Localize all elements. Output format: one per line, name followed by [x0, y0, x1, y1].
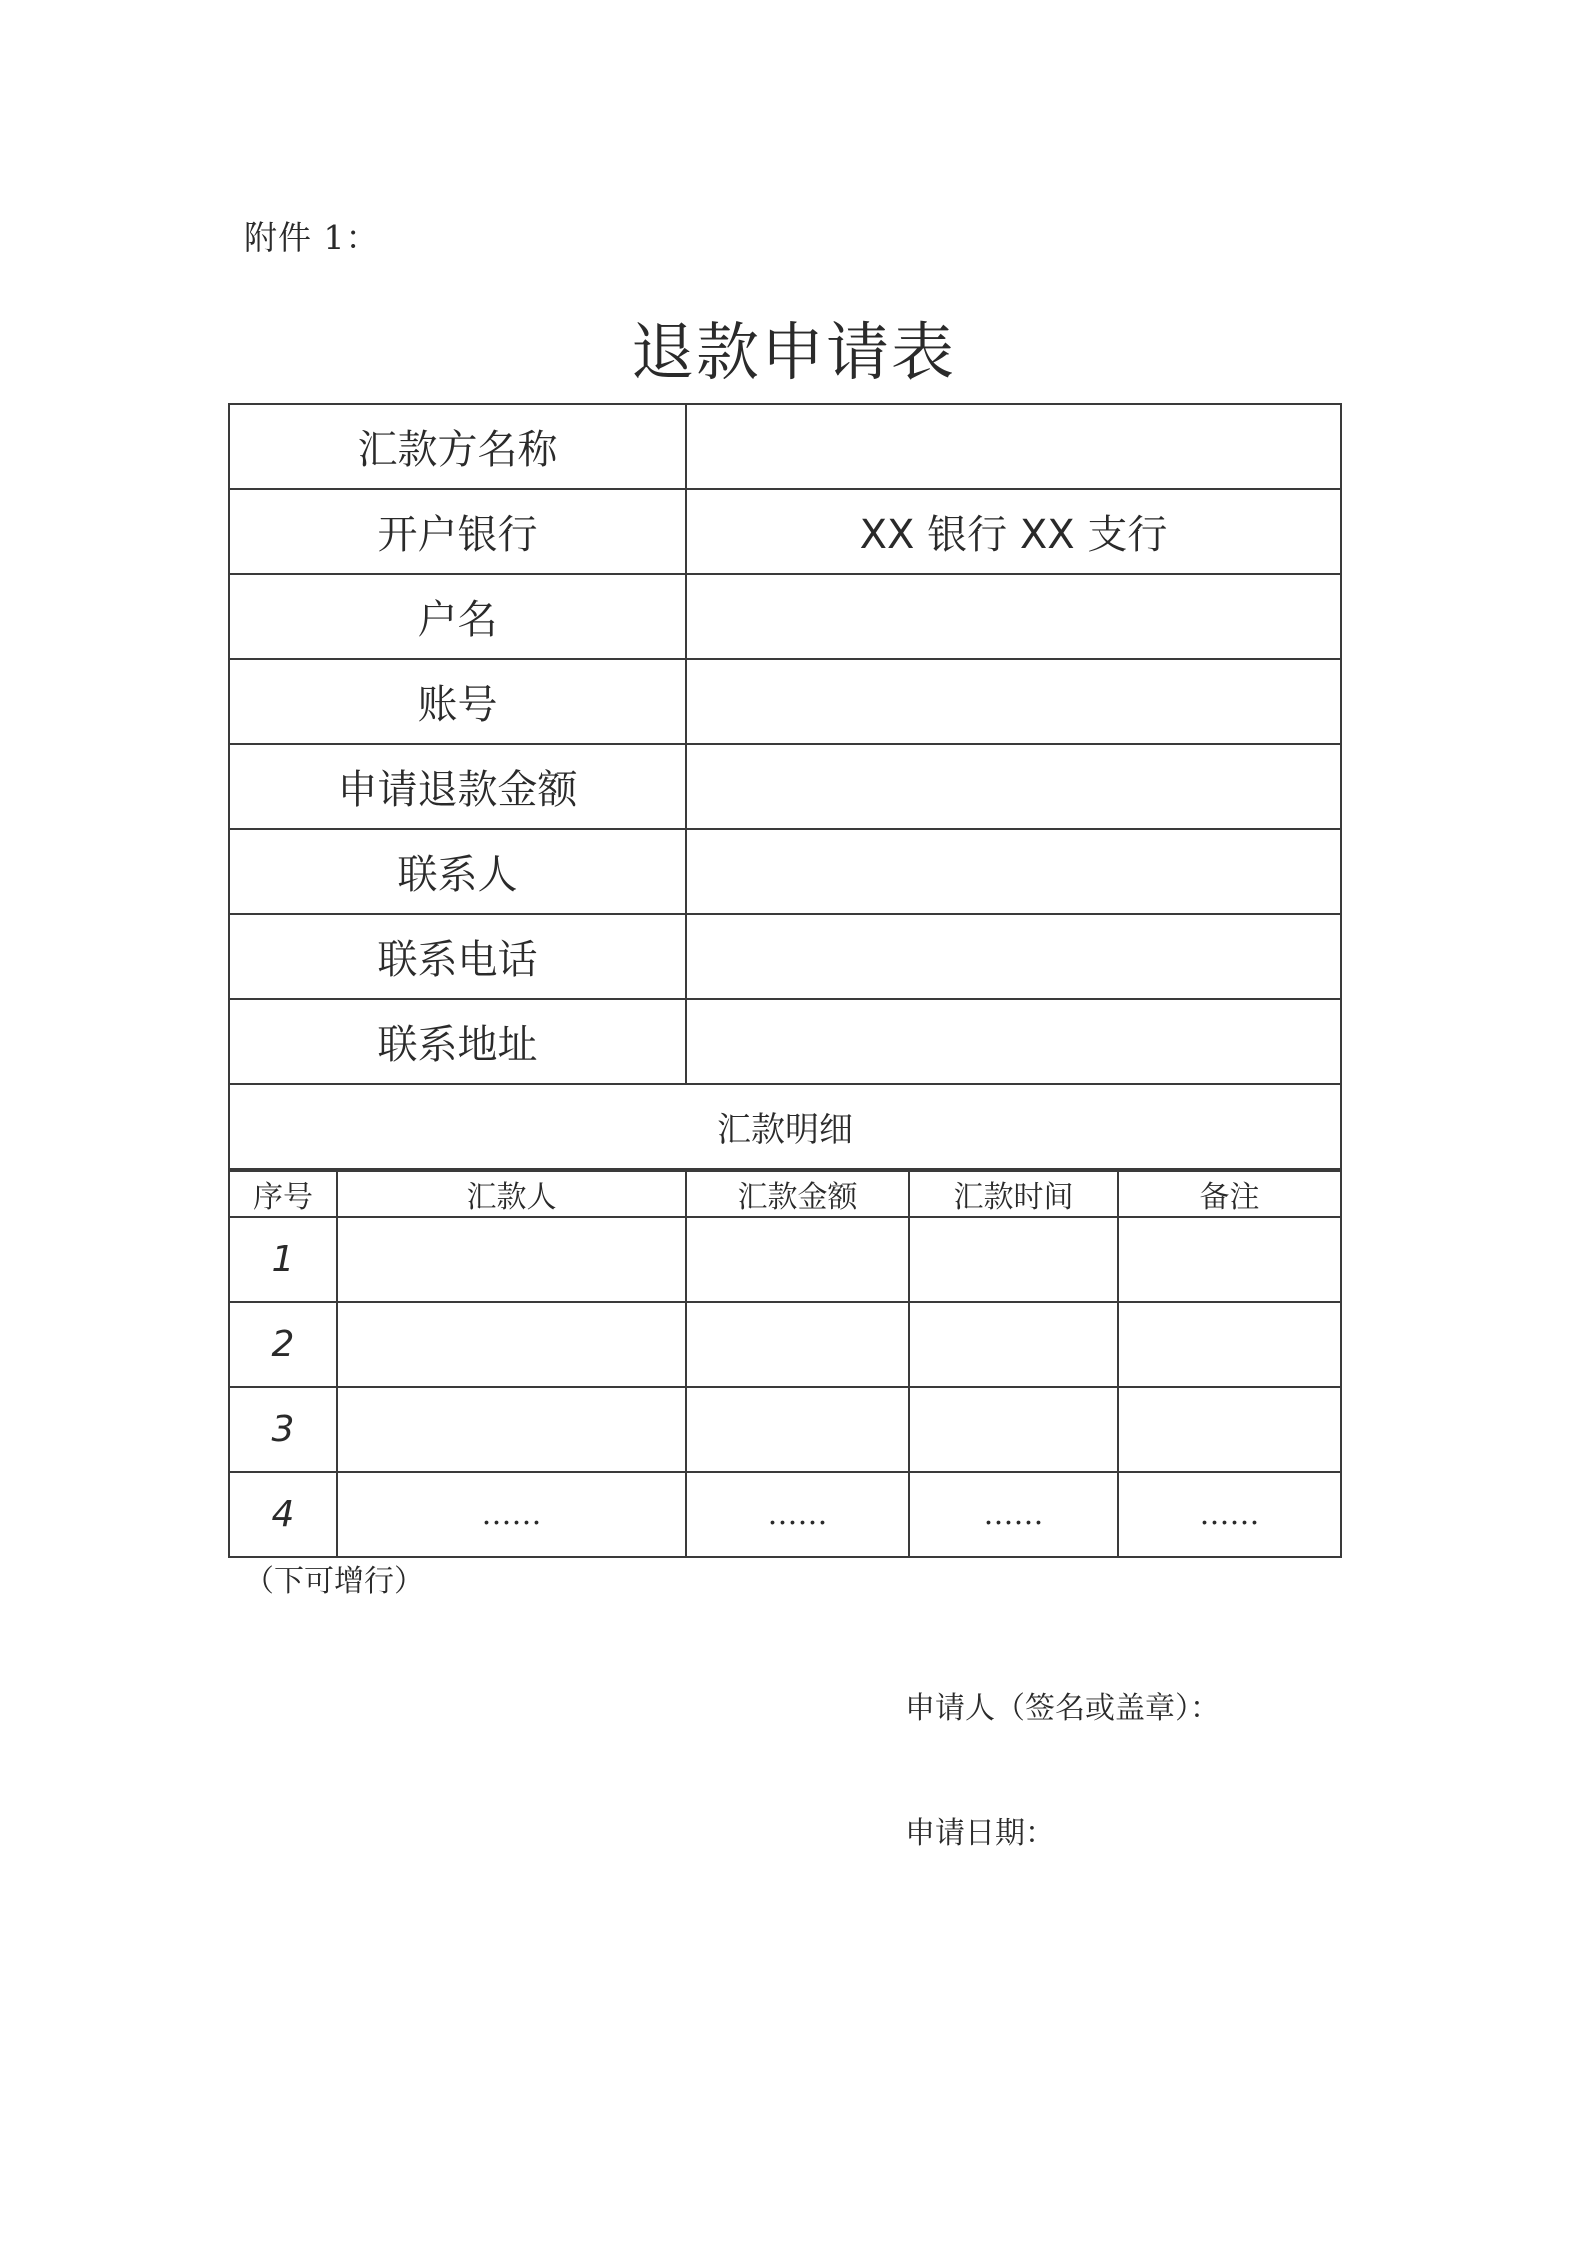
field-label-account-name: 户名 [229, 574, 686, 659]
cell-time[interactable] [909, 1387, 1118, 1472]
cell-time[interactable] [909, 1302, 1118, 1387]
attachment-label: 附件 1： [244, 218, 380, 257]
details-section-title: 汇款明细 [229, 1084, 1341, 1169]
row-number: 3 [229, 1387, 337, 1472]
field-label-contact-phone: 联系电话 [229, 914, 686, 999]
table-row [229, 489, 1341, 574]
field-value-contact-address[interactable] [686, 999, 1341, 1084]
table-row [229, 829, 1341, 914]
field-label-bank: 开户银行 [229, 489, 686, 574]
field-value-refund-amount[interactable] [686, 744, 1341, 829]
applicant-signature-label: 申请人（签名或盖章）： [905, 1691, 1220, 1726]
column-header-time: 汇款时间 [909, 1171, 1118, 1217]
cell-amount[interactable] [686, 1387, 909, 1472]
row-number: 1 [229, 1217, 337, 1302]
table-row [229, 574, 1341, 659]
cell-remarks[interactable] [1118, 1387, 1341, 1472]
cell-amount[interactable] [686, 1302, 909, 1387]
column-header-amount: 汇款金额 [686, 1171, 909, 1217]
table-row [229, 1084, 1341, 1169]
cell-remitter[interactable] [337, 1302, 686, 1387]
field-value-account-number[interactable] [686, 659, 1341, 744]
field-value-remitter-name[interactable] [686, 404, 1341, 489]
table-header-row [229, 1171, 1341, 1217]
field-value-account-name[interactable] [686, 574, 1341, 659]
cell-time[interactable]: …… [909, 1472, 1118, 1557]
field-label-account-number: 账号 [229, 659, 686, 744]
cell-amount[interactable] [686, 1217, 909, 1302]
table-row [229, 1217, 1341, 1302]
field-label-remitter-name: 汇款方名称 [229, 404, 686, 489]
field-label-contact-address: 联系地址 [229, 999, 686, 1084]
table-row [229, 1472, 1341, 1557]
field-label-refund-amount: 申请退款金额 [229, 744, 686, 829]
cell-remitter[interactable] [337, 1217, 686, 1302]
remittance-details-table [228, 1170, 1342, 1558]
cell-amount[interactable]: …… [686, 1472, 909, 1557]
cell-remitter[interactable] [337, 1387, 686, 1472]
table-row [229, 1302, 1341, 1387]
column-header-remitter: 汇款人 [337, 1171, 686, 1217]
table-row [229, 999, 1341, 1084]
cell-remarks[interactable] [1118, 1217, 1341, 1302]
cell-remarks[interactable] [1118, 1302, 1341, 1387]
field-value-contact-person[interactable] [686, 829, 1341, 914]
column-header-no: 序号 [229, 1171, 337, 1217]
table-row [229, 744, 1341, 829]
table-row [229, 404, 1341, 489]
cell-time[interactable] [909, 1217, 1118, 1302]
cell-remarks[interactable]: …… [1118, 1472, 1341, 1557]
table-row [229, 1387, 1341, 1472]
row-number: 4 [229, 1472, 337, 1557]
page-title: 退款申请表 [631, 316, 956, 389]
column-header-remarks: 备注 [1118, 1171, 1341, 1217]
application-date-label: 申请日期： [905, 1816, 1055, 1851]
row-number: 2 [229, 1302, 337, 1387]
refund-info-table [228, 403, 1342, 1170]
cell-remitter[interactable]: …… [337, 1472, 686, 1557]
table-row [229, 914, 1341, 999]
field-label-contact-person: 联系人 [229, 829, 686, 914]
add-rows-note: （下可增行） [244, 1564, 424, 1599]
field-value-contact-phone[interactable] [686, 914, 1341, 999]
field-value-bank[interactable]: XX 银行 XX 支行 [686, 489, 1341, 574]
table-row [229, 659, 1341, 744]
